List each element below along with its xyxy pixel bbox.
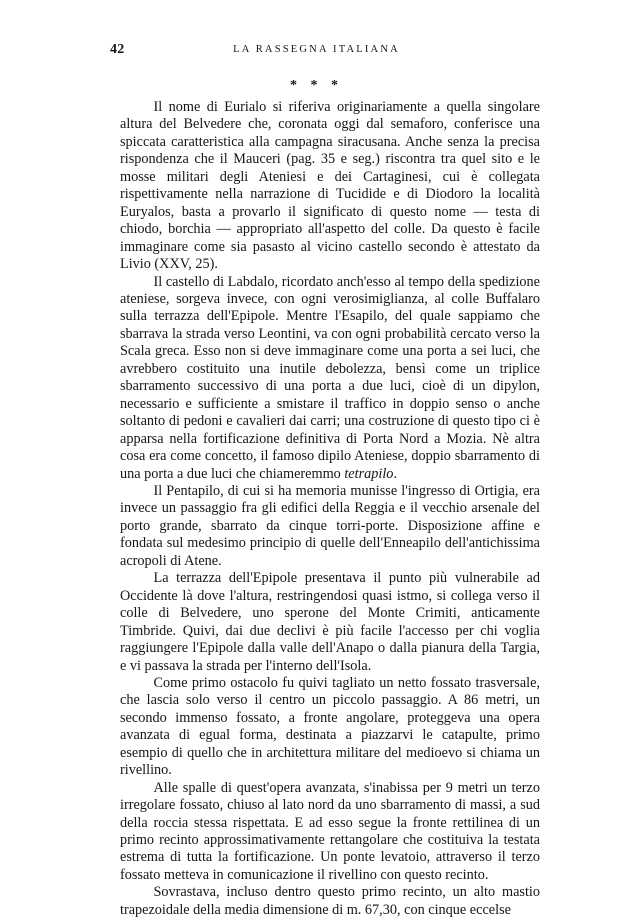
paragraph-eurialo <box>120 99 540 274</box>
paragraph-text: Come primo ostacolo fu quivi tagliato un netto fossato trasversale, che lascia solo verso il centro un piccolo passaggio. A 86 metri, un secondo immenso fossato, a fronte angolare, proteggeva una opera avanzata di egual forma, destinata a piazzarvi le catapulte, primo esempio di quello che in architettura militare del medioevo si chiama un rivellino. <box>120 674 540 779</box>
paragraph-fossato <box>120 675 540 780</box>
paragraph-text: Alle spalle di quest'opera avanzata, s'inabissa per 9 metri un terzo irregolare fossato, chiuso al lato nord da uno sbarramento di massi, a sud della roccia stessa rispettata. E ad esso segue la fronte rettilinea di un primo recinto approssimativamente rettangolare che costituiva la testata estrema di tutta la fortificazione. Un ponte levatoio, attraverso il terzo fossato metteva in comunicazione il rivellino con questo recinto. <box>120 779 540 883</box>
paragraph-text: Il castello di Labdalo, ricordato anch'esso al tempo della spedizione ateniese, sorgeva invece, con ogni verosimiglianza, al colle Buffalaro sulla terrazza dell'Epipole. Mentre l'Esapilo, del quale sappiamo che sbarrava la strada verso Leontini, va con ogni probabilità cercato verso la Scala greca. Esso non si deve immaginare come una porta a sei luci, che avrebbero costituito una inutile debolezza, bensì come un triplice sbarramento successivo di una porta a due luci, cioè di un dipylon, necessario e sufficiente a smistare il traffico in doppio senso o anche soltanto di pedoni e cavalieri dai carri; una costruzione di questo tipo ci è apparsa nella fortificazione definitiva di Porta Nord a Mozia. Nè altra cosa era come concetto, il famoso dipilo Ateniese, doppio sbarramento di una porta a due luci che chiameremmo <box>120 273 540 482</box>
page-number: 42 <box>110 42 125 57</box>
paragraph-pentapilo <box>120 483 540 570</box>
running-header: LA RASSEGNA ITALIANA <box>233 44 400 55</box>
paragraph-text: Sovrastava, incluso dentro questo primo recinto, un alto mastio trapezoidale della media dimensione di m. 67,30, con cinque eccelse <box>120 884 540 918</box>
paragraph-text: Il Pentapilo, di cui si ha memoria munisse l'ingresso di Ortigia, era invece un passaggio fra gli edifici della Reggia e il vecchio arsenale del porto grande, sbarrato da cinque torri-porte. Disposizione affine e fondata sul medesimo principio di quelle dell'Enneapilo dell'antichissima acropoli di Atene. <box>120 482 540 569</box>
paragraph-mastio <box>120 884 540 919</box>
italic-term-punctuation: . <box>393 465 397 482</box>
paragraph-text: Il nome di Eurialo si riferiva originariamente a quella singolare altura del Belvedere che, coronata oggi dal semaforo, conferisce una spiccata caratteristica alla campagna siracusana. Anche senza la precisa rispondenza che il Mauceri (pag. 35 e seg.) riscontra tra quel sito e le mosse militari degli Ateniesi e dei Cartaginesi, cui è collegata rispettivamente nella narrazione di Tucidide e di Diodoro la località Euryalos, basta a provarlo il significato di questo nome — testa di chiodo, borchia — appropriato all'aspetto del colle. Da questo è facile immaginare come sia pasasto al vicino castello secondo è attestato da Livio (XXV, 25). <box>120 99 540 273</box>
article-body <box>120 99 540 919</box>
paragraph-labdalo <box>120 274 540 483</box>
section-separator: * * * <box>290 78 343 93</box>
italic-term: tetrapilo <box>344 465 394 482</box>
paragraph-recinto <box>120 780 540 885</box>
paragraph-epipole <box>120 570 540 675</box>
paragraph-text: La terrazza dell'Epipole presentava il punto più vulnerabile ad Occidente là dove l'altura, restringendosi quasi istmo, si collega verso il colle di Belvedere, uno sperone del Monte Crimiti, anticamente Timbride. Quivi, dai due declivi è più facile l'accesso per chi voglia raggiungere l'Epipole dalla valle dell'Anapo o dalla pianura della Targia, e vi passava la strada per l'interno dell'Isola. <box>120 570 540 674</box>
